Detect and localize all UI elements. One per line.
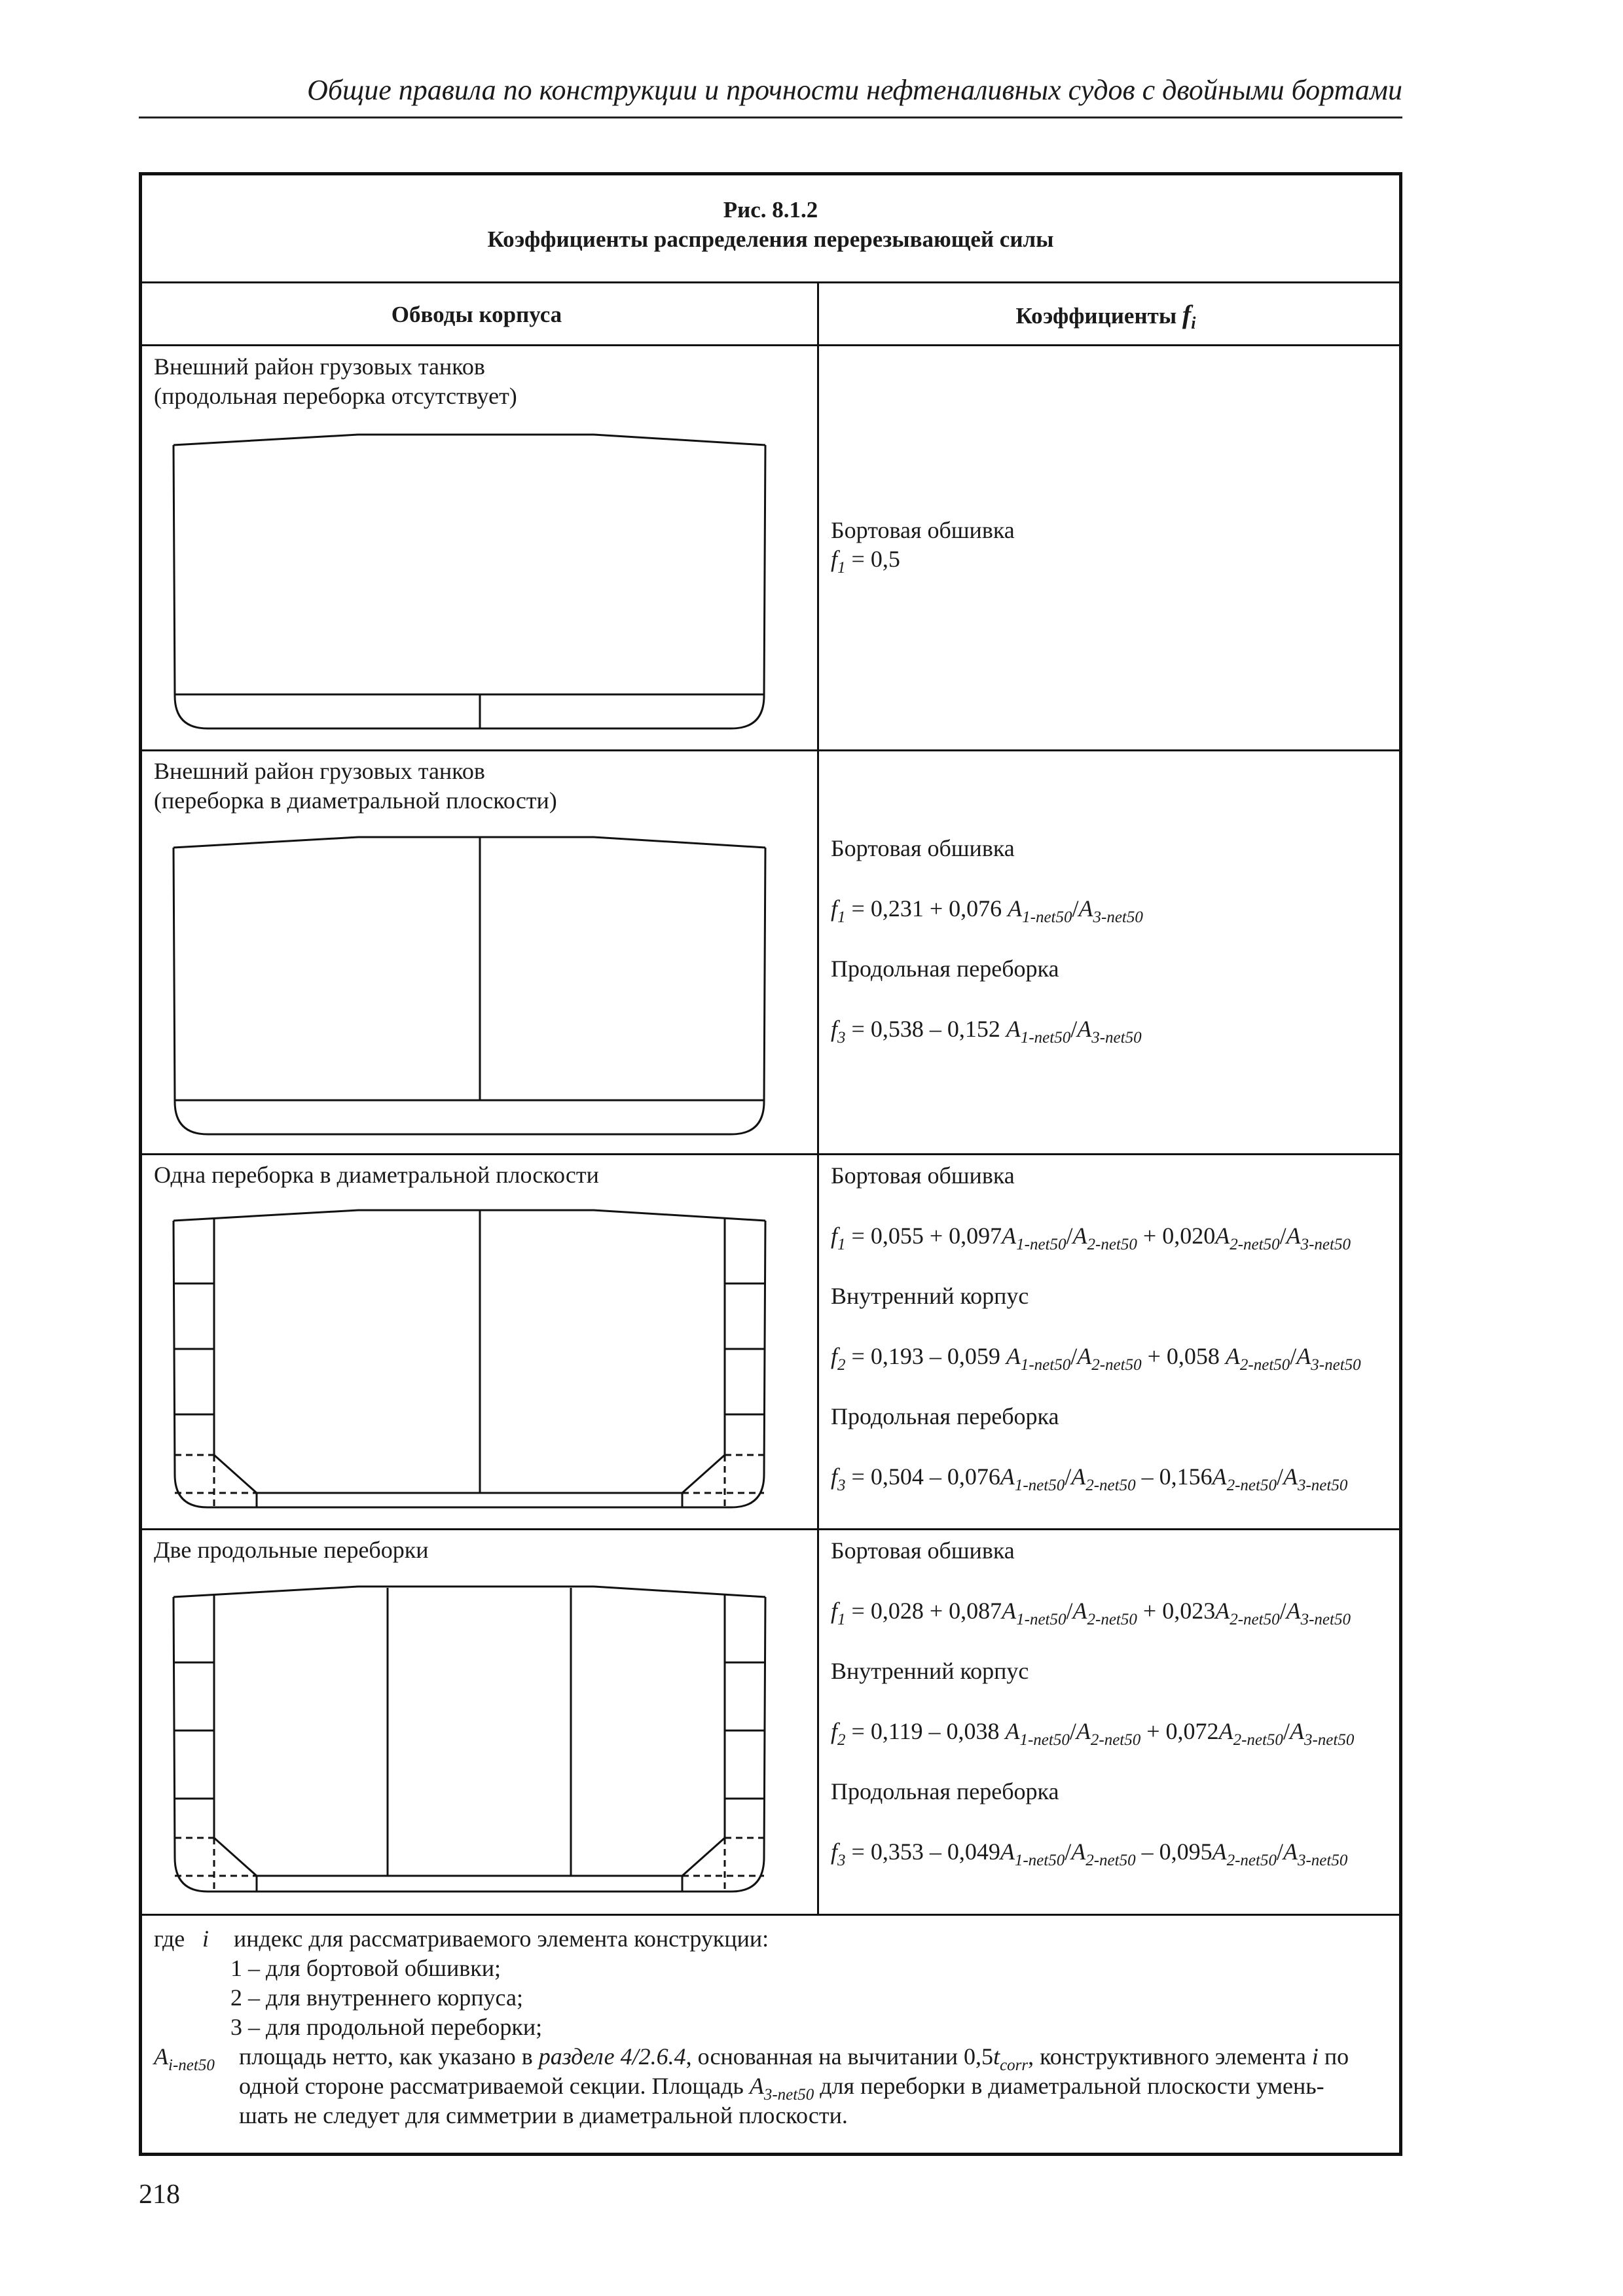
row3-coef-block [831,1160,1361,1492]
row4-label-side-shell: Бортовая обшивка [831,1537,1015,1564]
row3-hull-diagram [168,1200,771,1514]
row1-f1-formula: $f_1 = 0,5$ [831,546,900,577]
title-rule [142,281,1399,283]
row4-label-long-bulkhead: Продольная переборка [831,1778,1059,1804]
row4-f1-formula: $f_1 = 0,028 + 0,087A_{1-net50}/A_{2-net50} + 0,023A_{2-net50}/A_{3-net50}$ [831,1598,1351,1628]
row1-hull-diagram [168,424,771,732]
notes-a-definition-line2: одной стороне рассматриваемой секции. Площадь $A_{3-net50}$ для переборки в диаметральной плоскости умень- [239,2073,1324,2104]
row4-hull-line1: Две продольные переборки [154,1537,429,1563]
figure-title: Коэффициенты распределения перерезывающей силы [487,226,1054,252]
notes-i-symbol: i [202,1926,210,1952]
row1-coef-block [831,516,1015,577]
row-divider-4 [142,1914,1399,1916]
row2-coef-block [831,833,1143,1047]
notes-item-3: 3 – для продольной переборки; [230,2014,543,2040]
row3-label-long-bulkhead: Продольная переборка [831,1403,1059,1429]
row-divider-2 [142,1153,1399,1155]
column-header-hull: Обводы корпуса [391,302,562,327]
row-divider-3 [142,1528,1399,1530]
row2-hull-line1: Внешний район грузовых танков [154,758,485,784]
notes-a-symbol: $A_{i-net50}$ [154,2043,215,2074]
notes-i-definition: индекс для рассматриваемого элемента конструкции: [234,1926,769,1952]
page-number: 218 [139,2179,180,2210]
row3-f1-formula: $f_1 = 0,055 + 0,097A_{1-net50}/A_{2-net50} + 0,020A_{2-net50}/A_{3-net50}$ [831,1223,1351,1253]
notes-item-1: 1 – для бортовой обшивки; [230,1955,501,1981]
header-rule [139,117,1402,118]
column-header-coef-symbol: f [1182,300,1192,329]
row4-coef-block [831,1535,1354,1867]
row2-label-side-shell: Бортовая обшивка [831,835,1015,861]
row3-f2-formula: $f_2 = 0,193 - 0,059$ $A_{1-net50}/A_{2-net50} + 0,058$ $A_{2-net50}/A_{3-net50}$ [831,1343,1361,1374]
figure-table [139,172,1402,2156]
header-rule-bottom [142,344,1399,346]
row2-label-long-bulkhead: Продольная переборка [831,956,1059,982]
running-header: Общие правила по конструкции и прочности нефтеналивных судов с двойными бортами [307,74,1402,106]
row-divider-1 [142,749,1399,751]
row3-label-inner-hull: Внутренний корпус [831,1283,1029,1309]
column-header-coef-sub: i [1191,314,1196,332]
row4-f3-formula: $f_3 = 0,353 - 0,049A_{1-net50}/A_{2-net50} - 0,095A_{2-net50}/A_{3-net50}$ [831,1839,1348,1869]
row2-hull-description [154,757,557,816]
row3-hull-line1: Одна переборка в диаметральной плоскости [154,1162,599,1188]
column-header-coef-label: Коэффициенты [1015,303,1177,329]
row1-hull-line2: (продольная переборка отсутствует) [154,383,517,409]
row1-label-side-shell: Бортовая обшивка [831,517,1015,543]
column-divider [817,281,819,1915]
row4-hull-diagram [168,1576,771,1903]
column-header-coef [811,301,1400,337]
notes-where: где [154,1926,185,1952]
row2-hull-diagram [168,827,771,1141]
row4-hull-description [154,1535,429,1565]
row2-f3-formula: $f_3 = 0,538 - 0,152$ $A_{1-net50}/A_{3-net50}$ [831,1016,1142,1047]
row4-f2-formula: $f_2 = 0,119 - 0,038$ $A_{1-net50}/A_{2-net50} + 0,072A_{2-net50}/A_{3-net50}$ [831,1718,1355,1749]
row2-f1-formula: $f_1 = 0,231 + 0,076$ $A_{1-net50}/A_{3-net50}$ [831,895,1143,926]
row3-hull-description [154,1160,599,1190]
figure-number: Рис. 8.1.2 [723,197,818,223]
notes-item-2: 2 – для внутреннего корпуса; [230,1984,523,2011]
row2-hull-line2: (переборка в диаметральной плоскости) [154,787,557,814]
row3-f3-formula: $f_3 = 0,504 - 0,076A_{1-net50}/A_{2-net50} - 0,156A_{2-net50}/A_{3-net50}$ [831,1463,1348,1494]
row3-label-side-shell: Бортовая обшивка [831,1162,1015,1189]
notes-a-definition-line3: шать не следует для симметрии в диаметральной плоскости. [239,2102,848,2128]
notes-a-definition-line1: площадь нетто, как указано в разделе 4/2.6.4, основанная на вычитании $0,5t_{corr}$, конструктивного элемента i по [239,2043,1349,2074]
row4-label-inner-hull: Внутренний корпус [831,1658,1029,1684]
row1-hull-description [154,352,517,411]
row1-hull-line1: Внешний район грузовых танков [154,353,485,380]
